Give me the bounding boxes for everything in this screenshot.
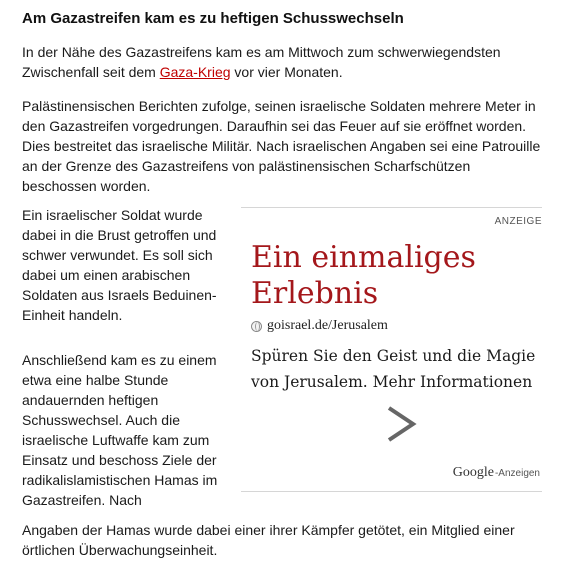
paragraph-1-text-after: vor vier Monaten. [230,64,343,80]
ad-headline[interactable]: Ein einmaliges Erlebnis [251,240,476,311]
ad-label: ANZEIGE [494,216,542,227]
globe-icon [251,321,262,332]
paragraph-3: Ein israelischer Soldat wurde dabei in die Brust getroffen und schwer verwundet. Es soll sich dabei um einen arabischen Soldaten aus Israels Beduinen-Einheit handeln. [22,207,217,323]
paragraph-4-continued: Angaben der Hamas wurde dabei einer ihrer Kämpfer getötet, ein Mitglied einer örtlichen Überwachungseinheit. [22,522,515,558]
ad-footer[interactable] [453,465,540,481]
ad-url-text: goisrael.de/Jerusalem [267,318,388,333]
paragraph-1 [22,42,542,82]
paragraph-4: Anschließend kam es zu einem etwa eine halbe Stunde andauernden heftigen Schusswechsel. Auch die israelische Luftwaffe kam zum Einsatz und beschoss Ziele der radikalislamistischen Hamas im Gazastreifen. Nach [22,352,218,508]
gaza-krieg-link[interactable]: Gaza-Krieg [159,64,231,80]
paragraph-2: Palästinensischen Berichten zufolge, seinen israelische Soldaten mehrere Meter in den Gazastreifen vorgedrungen. Daraufhin sei das Feuer auf sie eröffnet worden. Dies bestreitet das israelische Militär. Nach israelischen Angaben sei eine Patrouille an der Grenze des Gazastreifens von palästinensischen Scharfschützen beschossen worden. [22,98,541,194]
article-headline: Am Gazastreifen kam es zu heftigen Schusswechseln [22,10,404,27]
ad-box[interactable] [241,207,542,492]
google-logo: Google [452,465,494,480]
ad-footer-suffix: -Anzeigen [494,468,540,479]
ad-url[interactable] [251,318,388,334]
paragraph-1-text-before: In der Nähe des Gazastreifens kam es am Mittwoch zum schwerwiegendsten Zwischenfall seit dem [22,44,501,80]
ad-description: Spüren Sie den Geist und die Magie von Jerusalem. Mehr Informationen [251,347,536,391]
chevron-right-icon[interactable] [383,404,423,444]
